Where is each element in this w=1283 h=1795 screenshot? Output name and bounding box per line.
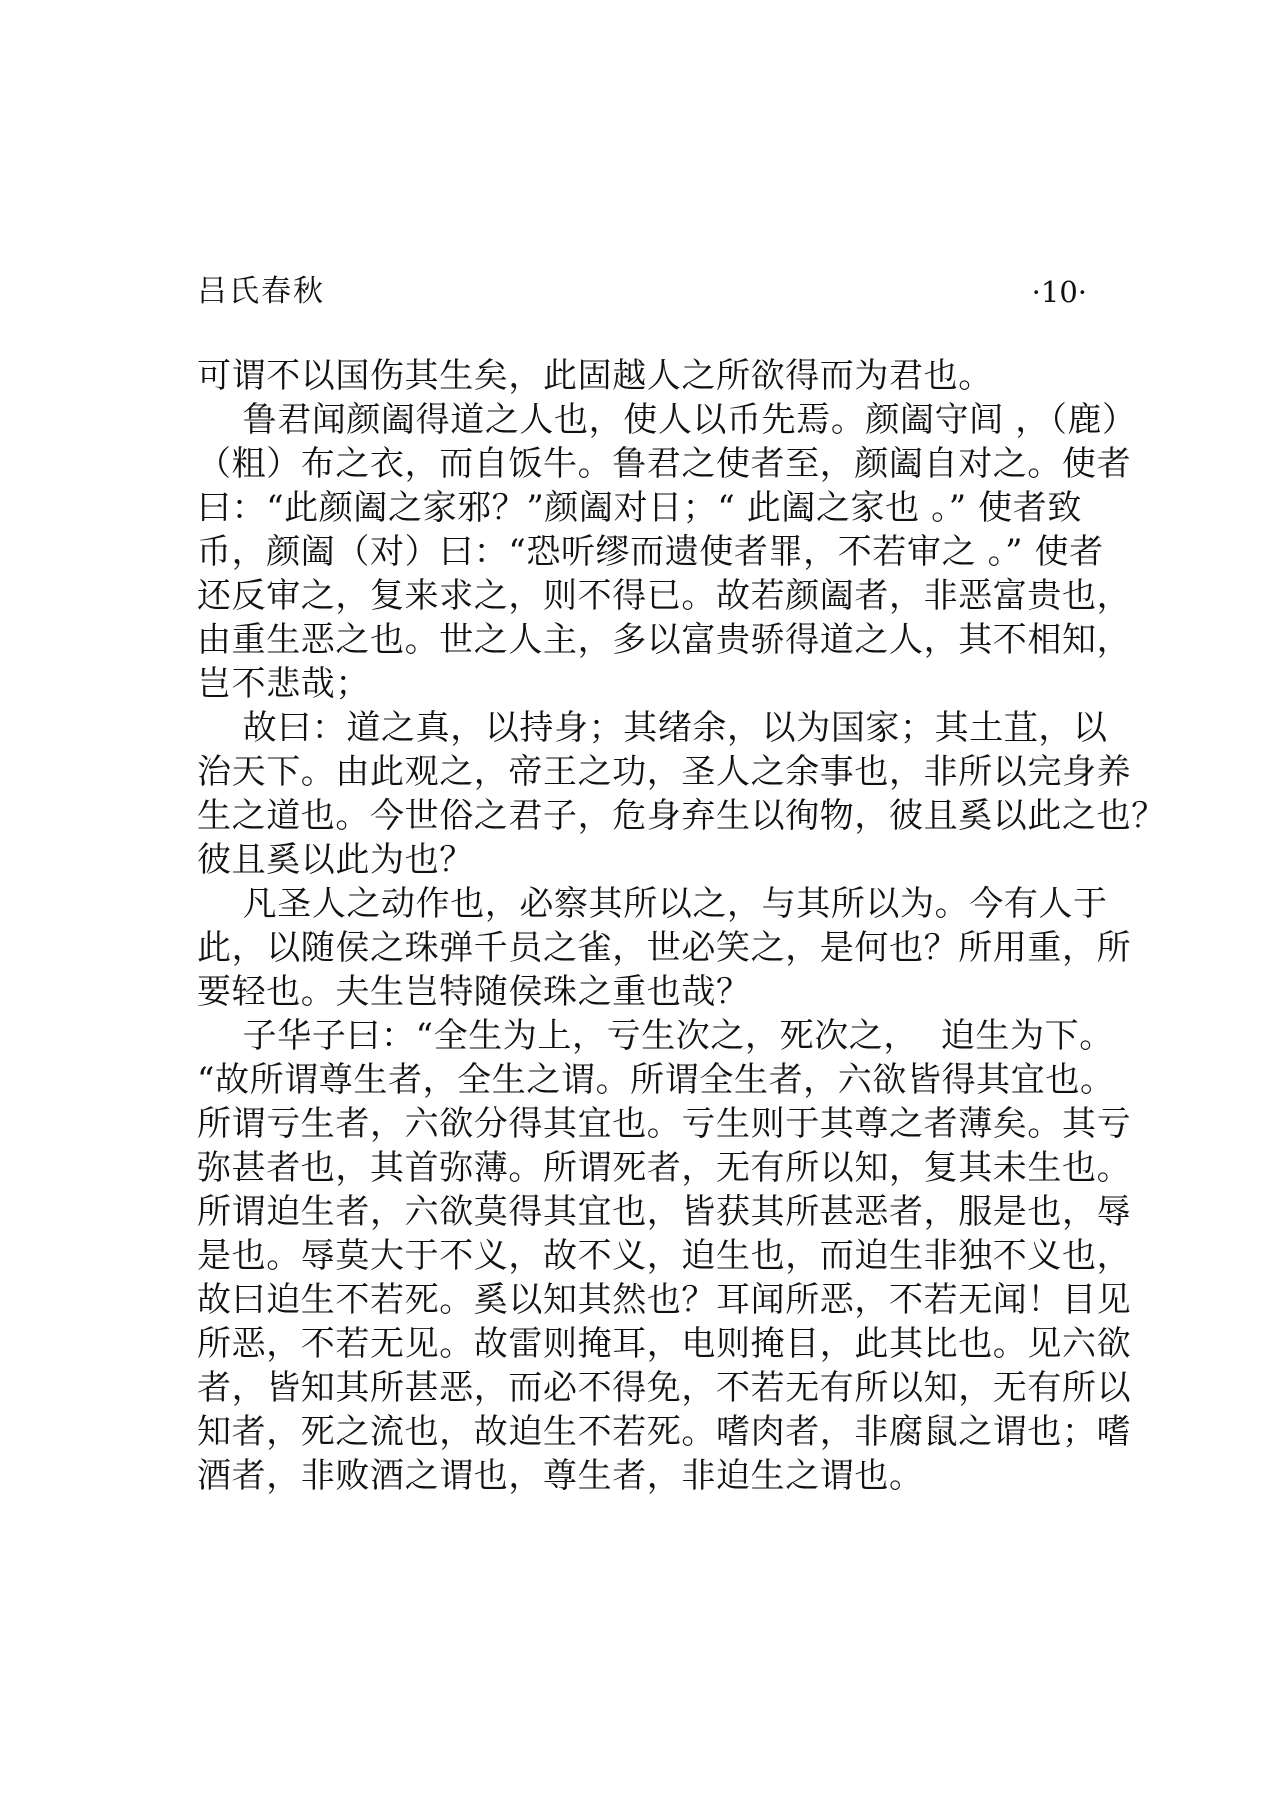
text-line: 所谓亏生者，六欲分得其宜也。亏生则于其尊之者薄矣。其亏 (197, 1104, 1132, 1144)
text-line: 要轻也。夫生岂特随侯珠之重也哉？ (197, 972, 751, 1012)
text-line: 曰：“此颜阖之家邪？”颜阖对日；“ 此阖之家也 。” 使者致 (197, 488, 1082, 528)
text-line: 子华子曰：“全生为上，亏生次之，死次之， 迫生为下。 (197, 1016, 1114, 1056)
text-line: 弥甚者也，其首弥薄。所谓死者，无有所以知，复其未生也。 (197, 1148, 1132, 1188)
text-line: 可谓不以国伤其生矣，此固越人之所欲得而为君也。 (197, 356, 993, 396)
text-line: 者，皆知其所甚恶，而必不得免，不若无有所以知，无有所以 (197, 1368, 1132, 1408)
text-line: （粗）布之衣，而自饭牛。鲁君之使者至，颜阖自对之。使者 (197, 444, 1132, 484)
text-line: 彼且奚以此为也？ (197, 840, 474, 880)
text-line: 生之道也。今世俗之君子，危身弃生以徇物，彼且奚以此之也？ (197, 796, 1166, 836)
text-line: 所谓迫生者，六欲莫得其宜也，皆获其所甚恶者，服是也，辱 (197, 1192, 1132, 1232)
text-line: 知者，死之流也，故迫生不若死。嗜肉者，非腐鼠之谓也；嗜 (197, 1412, 1132, 1452)
text-line: 由重生恶之也。世之人主，多以富贵骄得道之人，其不相知， (197, 620, 1132, 660)
text-line: 是也。辱莫大于不义，故不义，迫生也，而迫生非独不义也， (197, 1236, 1132, 1276)
body-text (197, 354, 1166, 1498)
page-number: ·10· (1031, 275, 1087, 309)
text-line: 此，以随侯之珠弹千员之雀，世必笑之，是何也？所用重，所 (197, 928, 1132, 968)
text-line: 还反审之，复来求之，则不得已。故若颜阖者，非恶富贵也， (197, 576, 1132, 616)
page-header (197, 270, 1087, 314)
text-line: 酒者，非败酒之谓也，尊生者，非迫生之谓也。 (197, 1456, 924, 1496)
text-line: 鲁君闻颜阖得道之人也，使人以币先焉。颜阖守闾 ，（鹿） (197, 400, 1137, 440)
book-title: 吕氏春秋 (197, 274, 325, 309)
text-line: 治天下。由此观之，帝王之功，圣人之余事也，非所以完身养 (197, 752, 1132, 792)
text-line: 故曰：道之真，以持身；其绪余，以为国家；其土苴，以 (197, 708, 1108, 748)
text-line: 币，颜阖（对）曰：“恐听缪而遗使者罪，不若审之 。” 使者 (197, 532, 1104, 572)
text-line: 凡圣人之动作也，必察其所以之，与其所以为。今有人于 (197, 884, 1108, 924)
text-line: 岂不悲哉； (197, 664, 370, 704)
text-line: “故所谓尊生者，全生之谓。所谓全生者，六欲皆得其宜也。 (197, 1060, 1115, 1100)
text-line: 故曰迫生不若死。奚以知其然也？耳闻所恶，不若无闻！目见 (197, 1280, 1132, 1320)
text-line: 所恶，不若无见。故雷则掩耳，电则掩目，此其比也。见六欲 (197, 1324, 1132, 1364)
